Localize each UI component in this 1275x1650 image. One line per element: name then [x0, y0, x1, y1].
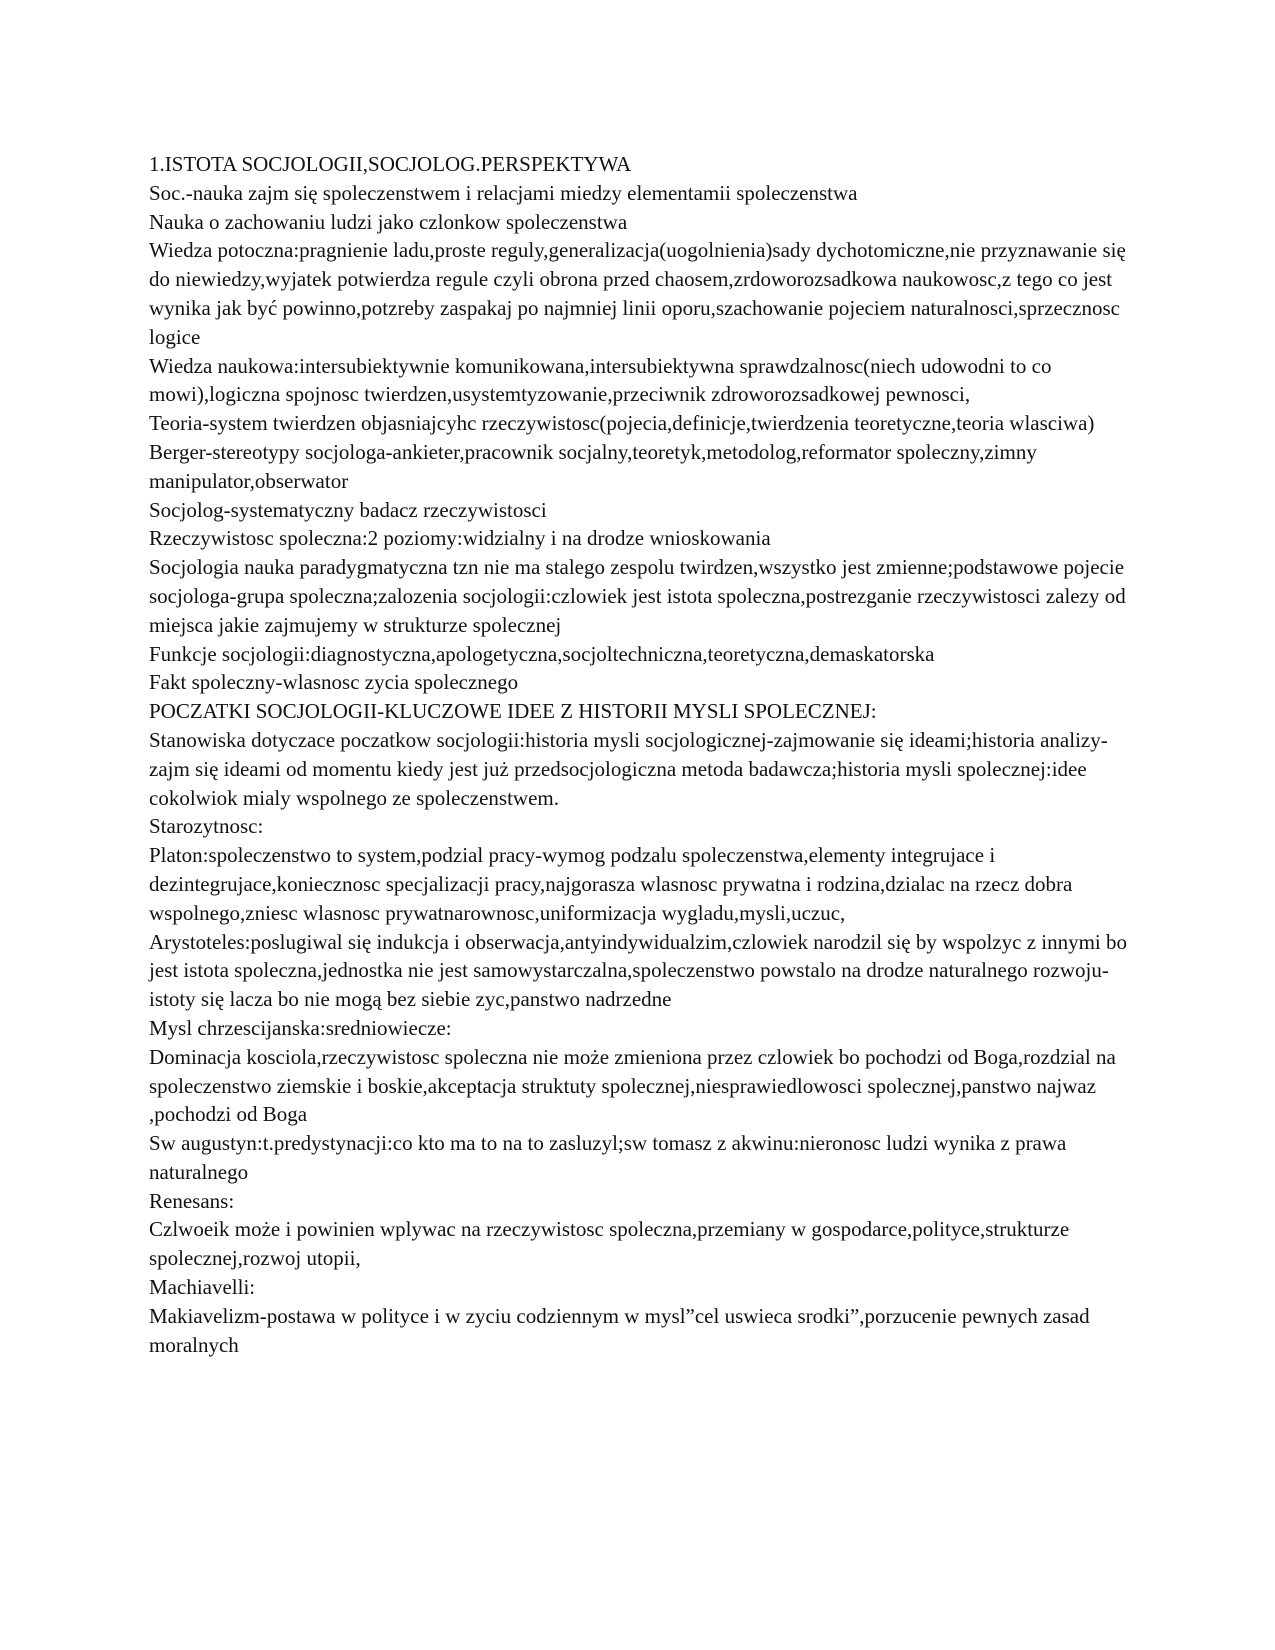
paragraph-starozytnosc: Starozytnosc:: [149, 814, 264, 839]
paragraph-sw-augustyn: Sw augustyn:t.predystynacji:co kto ma to na to zasluzyl;sw tomasz z akwinu:nieronosc ludzi wynika z prawa naturalnego: [149, 1131, 1072, 1184]
document-body: [149, 150, 1139, 1359]
paragraph-fakt-spoleczny: Fakt spoleczny-wlasnosc zycia spolecznego: [149, 670, 519, 695]
paragraph-wiedza-naukowa: Wiedza naukowa:intersubiektywnie komunikowana,intersubiektywna sprawdzalnosc(niech udowodni to co mowi),logiczna spojnosc twierdzen,usystemtyzowanie,przeciwnik zdroworozsadkowej pewnosci,: [149, 353, 1057, 407]
section-heading-istota: 1.ISTOTA SOCJOLOGII,SOCJOLOG.PERSPEKTYWA: [149, 152, 632, 176]
paragraph-makiavelizm: Makiavelizm-postawa w polityce i w zyciu codziennym w mysl”cel uswieca srodki”,porzucenie pewnych zasad moralnych: [149, 1303, 1095, 1357]
paragraph-machiavelli: Machiavelli:: [149, 1275, 256, 1300]
paragraph-czlowiek-renesans: Czlwoeik może i powinien wplywac na rzeczywistosc spoleczna,przemiany w gospodarce,polityce,strukturze spolecznej,rozwoj utopii,: [149, 1217, 1075, 1271]
paragraph-platon: Platon:spoleczenstwo to system,podzial pracy-wymog podzalu spoleczenstwa,elementy integrujace i dezintegrujace,koniecznosc specjalizacji pracy,najgorasza wlasnosc prywatna i rodzina,dzialac na rzecz dobra wspolnego,zniesc wlasnosc prywatnarownosc,uniformizacja wygladu,mysli,uczuc,: [149, 843, 1078, 925]
paragraph-funkcje: Funkcje socjologii:diagnostyczna,apologetyczna,socjoltechniczna,teoretyczna,demaskatorska: [149, 641, 935, 666]
section-heading-poczatki: POCZATKI SOCJOLOGII-KLUCZOWE IDEE Z HISTORII MYSLI SPOLECZNEJ:: [149, 699, 877, 724]
paragraph-rzeczywistosc: Rzeczywistosc spoleczna:2 poziomy:widzialny i na drodze wnioskowania: [149, 526, 771, 551]
paragraph-nauka: Nauka o zachowaniu ludzi jako czlonkow spoleczenstwa: [149, 209, 628, 234]
paragraph-wiedza-potoczna: Wiedza potoczna:pragnienie ladu,proste reguly,generalizacja(uogolnienia)sady dychotomiczne,nie przyznawanie się do niewiedzy,wyjatek potwierdza regule czyli obrona przed chaosem,zrdoworozsadkowa naukowosc,z tego co jest wynika jak być powinno,potzreby zaspakaj po najmniej linii oporu,szachowanie pojeciem naturalnosci,sprzecznosc logice: [149, 238, 1137, 349]
paragraph-mysl-chrzescijanska: Mysl chrzescijanska:sredniowiecze:: [149, 1015, 452, 1040]
paragraph-socjologia-paradygmatyczna: Socjologia nauka paradygmatyczna tzn nie ma stalego zespolu twirdzen,wszystko jest zmienne;podstawowe pojecie socjologa-grupa spoleczna;zalozenia socjologii:czlowiek jest istota spoleczna,postrezganie rzeczywistosci zalezy od miejsca jakie zajmujemy w strukturze spolecznej: [149, 555, 1131, 637]
paragraph-dominacja-kosciola: Dominacja kosciola,rzeczywistosc spoleczna nie może zmieniona przez czlowiek bo pochodzi od Boga,rozdzial na spoleczenstwo ziemskie i boskie,akceptacja struktuty spolecznej,niesprawiedlowosci spolecznej,panstwo najwaz ,pochodzi od Boga: [149, 1044, 1122, 1127]
paragraph-berger: Berger-stereotypy socjologa-ankieter,pracownik socjalny,teoretyk,metodolog,reformator spoleczny,zimny manipulator,obserwator: [149, 439, 1043, 493]
paragraph-soc-definition: Soc.-nauka zajm się spoleczenstwem i relacjami miedzy elementamii spoleczenstwa: [149, 180, 858, 205]
paragraph-teoria: Teoria-system twierdzen objasniajcyhc rzeczywistosc(pojecia,definicje,twierdzenia teoretyczne,teoria wlasciwa): [149, 411, 1095, 436]
paragraph-stanowiska: Stanowiska dotyczace poczatkow socjologii:historia mysli socjologicznej-zajmowanie się ideami;historia analizy-zajm się ideami od momentu kiedy jest już przedsocjologiczna metoda badawcza;historia mysli spolecznej:idee cokolwiok mialy wspolnego ze spoleczenstwem.: [149, 727, 1108, 810]
paragraph-renesans: Renesans:: [149, 1188, 235, 1213]
paragraph-socjolog: Socjolog-systematyczny badacz rzeczywistosci: [149, 497, 547, 522]
paragraph-arystoteles: Arystoteles:poslugiwal się indukcja i obserwacja,antyindywidualzim,czlowiek narodzil się by wspolzyc z innymi bo jest istota spoleczna,jednostka nie jest samowystarczalna,spoleczenstwo powstalo na drodze naturalnego rozwoju-istoty się lacza bo nie mogą bez siebie zyc,panstwo nadrzedne: [149, 929, 1133, 1012]
